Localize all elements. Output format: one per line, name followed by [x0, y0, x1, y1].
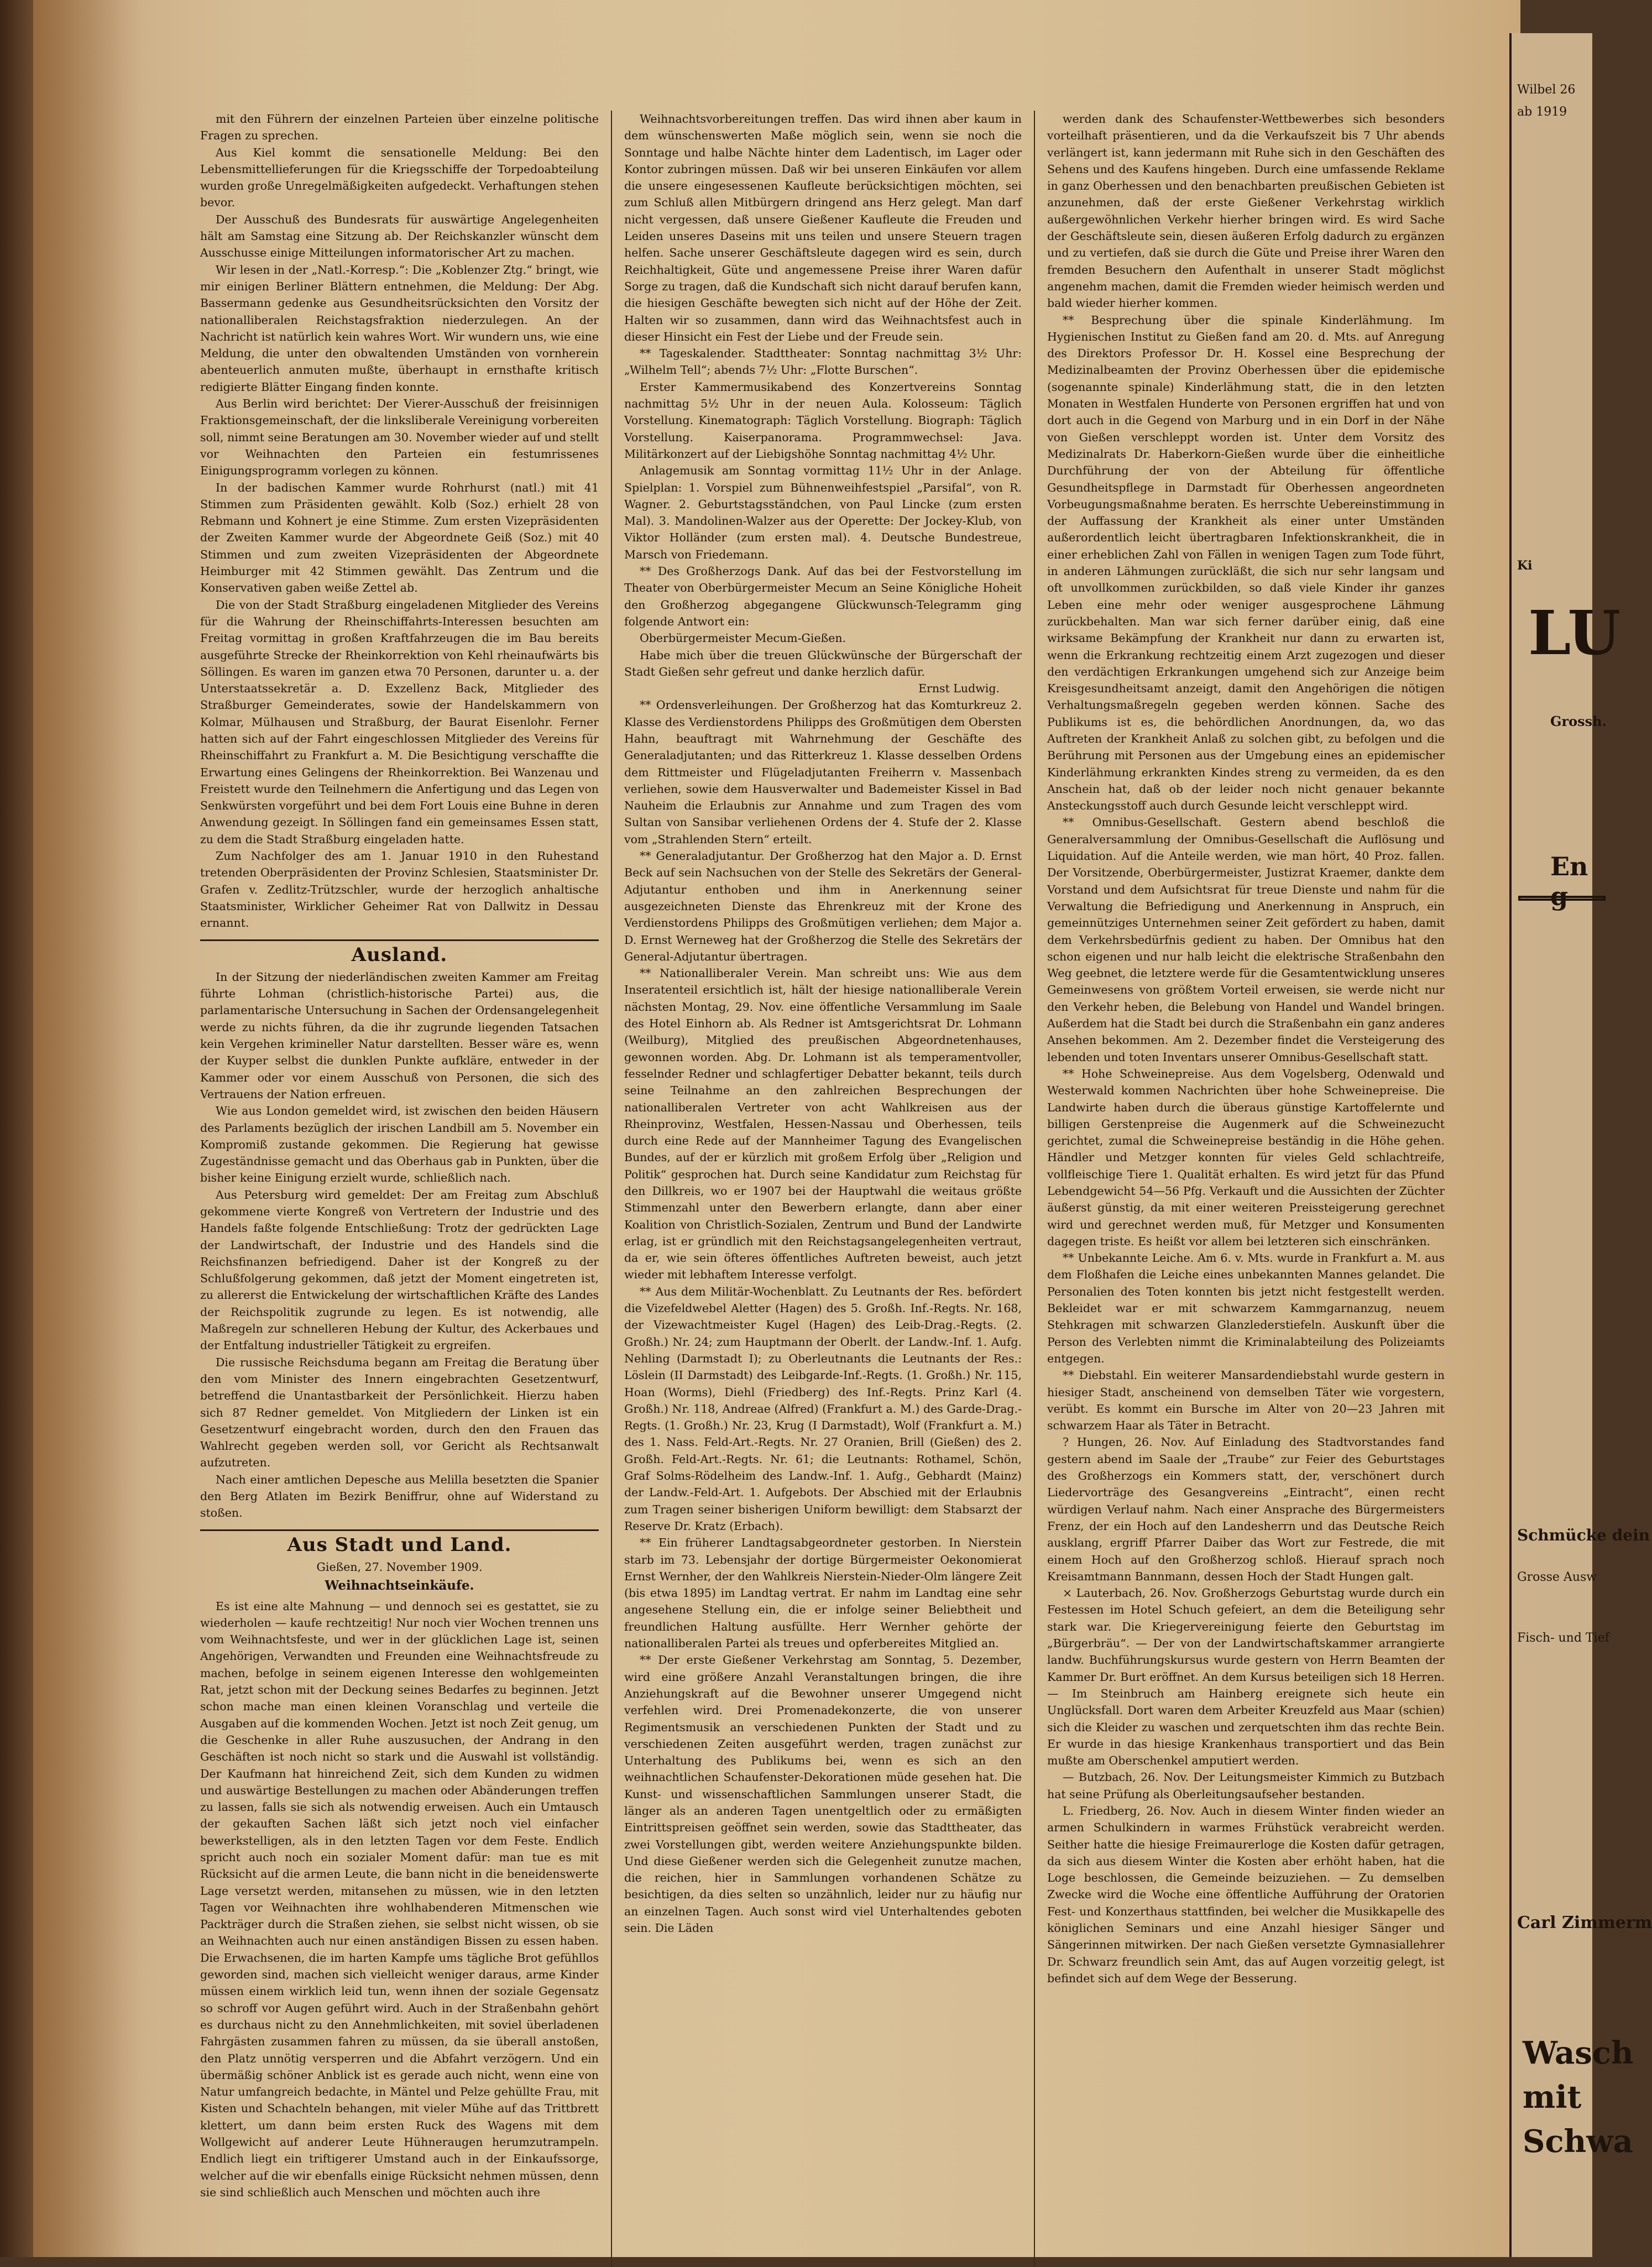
adjacent-page-text: Wilbel 26 — [1517, 83, 1576, 97]
section-divider — [200, 939, 599, 941]
article-subheading: Weihnachtseinkäufe. — [325, 1578, 474, 1594]
adjacent-page-text: Schwa — [1523, 2123, 1633, 2160]
book-binding — [0, 0, 33, 2257]
paragraph: ** Generaladjutantur. Der Großherzog hat den Major a. D. Ernst Beck auf sein Nachsuchen von der Stelle des Sekretärs der General-Adjutantur enthoben und ihm in Anerkennung seiner ausgezeichneten Dienste das Ehrenkreuz mit der Krone des Verdienstordens Philipps des Großmütigen verliehen; dem Major a. D. Ernst Werneweg hat der Großherzog die Stelle des Sekretärs der General-Adjutantur übertragen. — [624, 849, 1022, 963]
adjacent-page-edge — [1509, 33, 1652, 2257]
paragraph: Wir lesen in der „Natl.-Korresp.“: Die „Koblenzer Ztg.“ bringt, wie mir einigen Berliner Blättern entnehmen, die Meldung: Der Abg. Bassermann gedenke aus Gesundheitsrücksichten den Vorsitz der nationalliberalen Reichstagsfraktion niederzulegen. An der Nachricht ist natürlich kein wahres Wort. Wir wundern uns, wie eine Meldung, die unter den obwaltenden Umständen von vornherein abenteuerlich anmuten mußte, überhaupt in ernsthafte kritisch redigierte Blätter Eingang finden konnte. — [200, 263, 599, 394]
paragraph: Aus Kiel kommt die sensationelle Meldung: Bei den Lebensmittellieferungen für die Kriegsschiffe der Torpedoabteilung wurden große Unregelmäßigkeiten aufgedeckt. Verhaftungen stehen bevor. — [200, 145, 599, 210]
paragraph: ** Tageskalender. Stadttheater: Sonntag nachmittag 3½ Uhr: „Wilhelm Tell“; abends 7½ Uhr: „Flotte Burschen“. — [624, 347, 1022, 377]
paragraph: Weihnachtsvorbereitungen treffen. Das wird ihnen aber kaum in dem wünschenswerten Maße möglich sein, wenn sie noch die Sonntage und halbe Nächte hinter dem Ladentisch, im Lager oder Kontor zubringen müssen. Daß wir bei unseren Einkäufen vor allem die unsere eingesessenen Kaufleute berücksichtigen möchten, sei zum Schluß allen Mitbürgern dringend ans Herz gelegt. Man darf nicht vergessen, daß unsere Gießener Kaufleute die Freuden und Leiden unseres Daseins mit uns teilen und unsere Steuern tragen helfen. Sache unserer Geschäftsleute dagegen wird es sein, durch Reichhaltigkeit, Güte und angemessene Preise ihrer Waren dafür Sorge zu tragen, daß die Kundschaft sich nicht darauf berufen kann, die hiesigen Geschäfte bewegten sich nicht auf der Höhe der Zeit. Halten wir so zusammen, dann wird das Weihnachtsfest auch in dieser Hinsicht ein Fest der Liebe und der Freude sein. — [624, 112, 1022, 343]
paragraph: Die von der Stadt Straßburg eingeladenen Mitglieder des Vereins für die Wahrung der Rheinschiffahrts-Interessen besuchten am Freitag vormittag in großen Kraftfahrzeugen die im Bau bereits ausgeführte Strecke der Rheinkorrektion von Kehl rheinaufwärts bis Söllingen. Es waren im ganzen etwa 70 Personen, darunter u. a. der Unterstaatssekretär a. D. Exzellenz Back, Mitglieder des Straßburger Gemeinderates, sowie der Handelskammern von Kolmar, Mülhausen und Straßburg, der Baurat Eisenlohr. Ferner hatten sich auf der Fahrt eingeschlossen Mitglieder des Vereins für Rheinschiffahrt zu Frankfurt a. M. Die Besichtigung verschaffte die Erwartung eines Gelingens der Rheinkorrektion. Bei Wanzenau und Freistett wurde den Teilnehmern die Anfertigung und das Legen von Senkwürsten vorgeführt und bei dem Fort Louis eine Buhne in deren Anwendung gezeigt. In Söllingen fand ein gemeinsames Essen statt, zu dem die Stadt Straßburg eingeladen hatte. — [200, 598, 599, 846]
paragraph: Aus Petersburg wird gemeldet: Der am Freitag zum Abschluß gekommene vierte Kongreß von Vertretern der Industrie und des Handels faßte folgende Entschließung: Trotz der gedrückten Lage der Landwirtschaft, der Industrie und des Handels sind die Reichsfinanzen befriedigend. Daher ist der Kongreß zu der Schlußfolgerung gekommen, daß jetzt der Moment eingetreten ist, zu allererst die Entwickelung der wirtschaftlichen Kräfte des Landes der Reichspolitik zugrunde zu legen. Es ist notwendig, alle Maßregeln zur schnelleren Hebung der Kultur, des Ackerbaues und der Entfaltung industrieller Tätigkeit zu ergreifen. — [200, 1188, 599, 1352]
section-divider — [200, 1529, 599, 1531]
paragraph: mit den Führern der einzelnen Parteien über einzelne politische Fragen zu sprechen. — [200, 112, 599, 143]
adjacent-page-text: mit — [1523, 2079, 1582, 2115]
newspaper-page — [33, 0, 1520, 2257]
paragraph: In der Sitzung der niederländischen zweiten Kammer am Freitag führte Lohman (christlich-historische Partei) aus, die parlamentarische Untersuchung in Sachen der Ordensangelegenheit werde zu nichts führen, da die ihr zugrunde liegenden Tatsachen kein Vergehen krimineller Natur darstellten. Besser wäre es, wenn der Kuyper selbst die dunklen Punkte aufkläre, entweder in der Kammer oder vor einem Ausschuß von Personen, die sich des Vertrauens der Nation erfreuen. — [200, 970, 599, 1101]
paragraph: L. Friedberg, 26. Nov. Auch in diesem Winter finden wieder an armen Schulkindern in warmes Frühstück verabreicht werden. Seither hatte die hiesige Freimaurerloge die Kosten dafür getragen, da sich aus diesem Winter die Kosten aber erhöht haben, hat die Loge beschlossen, die Gemeinde beizuziehen. — Zu demselben Zwecke wird die Woche eine öffentliche Aufführung der Oratorien Fest- und Konzerthaus stattfinden, bei welcher die Musikkapelle des königlichen Seminars und eine Anzahl hiesiger Sänger und Sängerinnen mitwirken. Der nach Gießen versetzte Gymnasiallehrer Dr. Schwarz freundlich sein Amt, das auf Augen vorzeitig gelegt, ist befindet sich auf dem Wege der Besserung. — [1047, 1804, 1445, 1985]
paragraph: ** Ein früherer Landtagsabgeordneter gestorben. In Nierstein starb im 73. Lebensjahr der dortige Bürgermeister Oekonomierat Ernst Wernher, der den Wahlkreis Nierstein-Nieder-Olm längere Zeit (bis etwa 1895) im Landtag vertrat. Er nahm im Landtag eine sehr angesehene Stellung ein, die er infolge seiner Beliebtheit und freundlichen Haltung ausfüllte. Herr Wernher gehörte der nationalliberalen Partei als treues und opferbereites Mitglied an. — [624, 1536, 1022, 1650]
paragraph: Es ist eine alte Mahnung — und dennoch sei es gestattet, sie zu wiederholen — kaufe rechtzeitig! Nur noch vier Wochen trennen uns vom Weihnachtsfeste, und wer in der glücklichen Lage ist, seinen Angehörigen, Verwandten und Freunden eine Weihnachtsfreude zu machen, befolge in seinem eigenen Interesse den wohlgemeinten Rat, jetzt schon mit der Deckung seines Bedarfes zu beginnen. Jetzt schon mache man einen kleinen Voranschlag und verteile die Ausgaben auf die kommenden Wochen. Jetzt ist noch Zeit genug, um die Geschenke in aller Ruhe auszusuchen, der Andrang in den Geschäften ist noch nicht so stark und die Auswahl ist vollständig. Der Kaufmann hat hinreichend Zeit, sich dem Kunden zu widmen und auswärtige Bestellungen zu machen oder Abänderungen treffen zu lassen, falls sie sich als notwendig erweisen. Auch ein Umtausch der gekauften Sachen läßt sich jetzt noch viel einfacher bewerkstelligen, als in den letzten Tagen vor dem Feste. Endlich spricht auch noch ein sozialer Moment dafür: man tue es mit Rücksicht auf die armen Leute, die bann nicht in die beneidenswerte Lage versetzt werden, mitansehen zu müssen, wie in den letzten Tagen vor Weihnachten ihre wohlhabenderen Mitmenschen wie Packträger durch die Straßen ziehen, sie selbst nicht wissen, ob sie an Weihnachten auch nur einen anständigen Bissen zu essen haben. Die Erwachsenen, die im harten Kampfe ums tägliche Brot gefühllos geworden sind, machen sich vielleicht weniger daraus, arme Kinder müssen einem wirklich leid tun, wenn ihnen der soziale Gegensatz so schroff vor Augen geführt wird. Auch in der Straßenbahn gehört es durchaus nicht zu den Annehmlichkeiten, mit soviel überladenen Fahrgästen zusammen fahren zu müssen, da sie überall anstoßen, den Platz unnötig versperren und die Abfahrt verzögern. Und ein übermäßig schöner Anblick ist es gerade auch nicht, wenn eine von Natur umfangreich bedachte, in Mäntel und Pelze gehüllte Frau, mit Kisten und Schachteln behangen, mit vieler Mühe auf das Trittbrett klettert, um dann beim ersten Ruck des Wagens mit dem Wollgewicht auf anderer Leute Hühneraugen herumzutrampeln. Endlich liegt ein triftigerer Umstand auch in der Einkaufssorge, welcher auf die wir ebenfalls einige Rücksicht nehmen müssen, denn sie sind schließlich auch Menschen und möchten auch ihre — [200, 1599, 599, 2199]
paragraph: ** Der erste Gießener Verkehrstag am Sonntag, 5. Dezember, wird eine größere Anzahl Veranstaltungen bringen, die ihre Anziehungskraft auf die Bewohner unserer Umgegend nicht verfehlen wird. Drei Promenadekonzerte, die von unserer Regimentsmusik an verschiedenen Punkten der Stadt und zu verschiedenen Zeiten ausgeführt werden, tragen zunächst zur Unterhaltung des Publikums bei, wenn es sich an den weihnachtlichen Schaufenster-Dekorationen müde gesehen hat. Die Kunst- und wissenschaftlichen Sammlungen unserer Stadt, die länger als an anderen Tagen unentgeltlich oder zu ermäßigten Eintrittspreisen geöffnet sein werden, sowie das Stadttheater, das zwei Vorstellungen gibt, werden weitere Anziehungspunkte bilden. Und diese Gießener werden sich die Gelegenheit zunutze machen, die reichen, hier in Sammlungen vorhandenen Schätze zu besichtigen, da dies selten so unzähnlich, leider nur zu häufig nur an einzelnen Tagen. Auch sonst wird viel Unterhaltendes geboten sein. Die Läden — [624, 1653, 1022, 1935]
paragraph: In der badischen Kammer wurde Rohrhurst (natl.) mit 41 Stimmen zum Präsidenten gewählt. Kolb (Soz.) erhielt 28 von Rebmann und Kohnert je eine Stimme. Zum ersten Vizepräsidenten der Zweiten Kammer wurde der Abgeordnete Geiß (Soz.) mit 40 Stimmen und zum zweiten Vizepräsidenten der Abgeordnete Heimburger mit 42 Stimmen gewählt. Das Zentrum und die Konservativen gaben weiße Zettel ab. — [200, 480, 599, 595]
paragraph: Aus Berlin wird berichtet: Der Vierer-Ausschuß der freisinnigen Fraktionsgemeinschaft, der die linksliberale Vereinigung vorbereiten soll, nimmt seine Beratungen am 30. November wieder auf und stellt vor Weihnachten den Parteien ein festumrissenes Einigungsprogramm vorlegen zu können. — [200, 397, 599, 478]
paragraph: werden dank des Schaufenster-Wettbewerbes sich besonders vorteilhaft präsentieren, und da die Verkaufszeit bis 7 Uhr abends verlängert ist, kann jedermann mit Ruhe sich in den Geschäften des Sehens und des Kaufens hingeben. Durch eine umfassende Reklame in ganz Oberhessen und den benachbarten preußischen Gebieten ist anzunehmen, daß der erste Gießener Verkehrstag wirklich außergewöhnlichen Verkehr hierher bringen wird. Es wird Sache der Geschäftsleute sein, diesen äußeren Erfolg dadurch zu ergänzen und zu vertiefen, daß sie durch die Güte und Preise ihrer Waren den fremden Besuchern den Aufenthalt in unserer Stadt möglichst angenehm machen, damit die Fremden wieder heimisch werden und bald wieder hierher kommen. — [1047, 112, 1445, 310]
column-1 — [188, 111, 611, 2267]
adjacent-ad-headline: LU — [1528, 597, 1621, 668]
paragraph: ** Diebstahl. Ein weiterer Mansardendiebstahl wurde gestern in hiesiger Stadt, anscheinend von demselben Täter wie vorgestern, verübt. Es kommt ein Bursche im Alter von 20—23 Jahren mit schwarzem Haar als Täter in Betracht. — [1047, 1368, 1445, 1433]
paragraph: ** Ordensverleihungen. Der Großherzog hat das Komturkreuz 2. Klasse des Verdienstordens Philipps des Großmütigen dem Obersten Hahn, beauftragt mit Wahrnehmung der Geschäfte des Generaladjutanten; und das Ritterkreuz 1. Klasse desselben Ordens dem Rittmeister und Flügeladjutanten Freiherrn v. Massenbach verliehen, sowie dem Hausverwalter und Bademeister Kissel in Bad Nauheim die Erlaubnis zur Annahme und zum Tragen des vom Sultan von Sansibar verliehenen Ordens der 4. Stufe der 2. Klasse vom „Strahlenden Stern“ erteilt. — [624, 698, 1022, 846]
column-2 — [611, 111, 1034, 2267]
paragraph: Die russische Reichsduma begann am Freitag die Beratung über den vom Minister des Innern eingebrachten Gesetzentwurf, betreffend die Unantastbarkeit der Persönlichkeit. Hierzu haben sich 87 Redner gemeldet. Von Mitgliedern der Linken ist ein Gesetzentwurf eingebracht worden, durch den den Frauen das Wahlrecht gegeben werden soll, vor Gericht als Rechtsanwalt aufzutreten. — [200, 1355, 599, 1470]
paragraph: ** Omnibus-Gesellschaft. Gestern abend beschloß die Generalversammlung der Omnibus-Gesellschaft die Auflösung und Liquidation. Auf die Anteile werden, wie man hört, 40 Proz. fallen. Der Vorsitzende, Oberbürgermeister, Justizrat Kraemer, dankte dem Vorstand und dem Aufsichtsrat für treue Dienste und nahm für die Verwaltung die Befriedigung und Anerkennung in Anspruch, ein gemeinnütziges Unternehmen seiner Zeit gefördert zu haben, damit dem Verkehrsbedürfnis gedient zu haben. Der Omnibus hat den schon eigenen und nur halb leicht die elektrische Straßenbahn den Weg geebnet, die letztere werde für die Gesamtentwicklung unseres Gemeinwesens von größtem Vorteil erweisen, sie werde nicht nur den Verkehr heben, die Belebung von Handel und Wandel bringen. Außerdem hat die Stadt bei durch die Straßenbahn ein ganz anderes Ansehen bekommen. Am 2. Dezember findet die Versteigerung des lebenden und toten Inventars unserer Omnibus-Gesellschaft statt. — [1047, 816, 1445, 1064]
paragraph: Erster Kammermusikabend des Konzertvereins Sonntag nachmittag 5½ Uhr in der neuen Aula. Kolosseum: Täglich Vorstellung. Kinematograph: Täglich Vorstellung. Biograph: Täglich Vorstellung. Kaiserpanorama. Programmwechsel: Java. Militärkonzert auf der Liebigshöhe Sonntag nachmittag 4½ Uhr. — [624, 380, 1022, 461]
paragraph: ? Hungen, 26. Nov. Auf Einladung des Stadtvorstandes fand gestern abend im Saale der „Traube“ zur Feier des Geburtstages des Großherzogs ein Kommers statt, der, verschönert durch Liedervorträge des Gesangvereins „Eintracht“, einen recht würdigen Verlauf nahm. Nach einer Ansprache des Bürgermeisters Frenz, der ein Hoch auf den Landesherrn und das Deutsche Reich ausklang, ergriff Pfarrer Daiber das Wort zur Festrede, die mit einem Hoch auf den Großherzog schloß. Hierauf sprach noch Kreisamtmann Bannmann, dessen Hoch der Stadt Hungen galt. — [1047, 1435, 1445, 1583]
adjacent-page-text: Ki — [1517, 558, 1533, 573]
paragraph: ** Unbekannte Leiche. Am 6. v. Mts. wurde in Frankfurt a. M. aus dem Floßhafen die Leiche eines unbekannten Mannes gelandet. Die Personalien des Toten konnten bis jetzt nicht festgestellt werden. Bekleidet war er mit schwarzem Kammgarnanzug, neuem Stehkragen mit schwarzen Glanzlederstiefeln. Auskunft über die Person des Verlebten nimmt die Kriminalabteilung des Polizeiamts entgegen. — [1047, 1251, 1445, 1365]
paragraph: ** Besprechung über die spinale Kinderlähmung. Im Hygienischen Institut zu Gießen fand am 20. d. Mts. auf Anregung des Direktors Professor Dr. H. Kossel eine Besprechung der Medizinalbeamten der Provinz Oberhessen über die epidemische (sogenannte spinale) Kinderlähmung statt, die in den letzten Monaten in Westfalen Hunderte von Personen ergriffen hat und von dort auch in die Gegend von Marburg und in ein Dorf in der Nähe von Gießen verschleppt worden ist. Unter dem Vorsitz des Medizinalrats Dr. Haberkorn-Gießen wurde über die einheitliche Durchführung der von der Abteilung für öffentliche Gesundheitspflege in Darmstadt für Oberhessen angeordneten Vorbeugungsmaßnahme beraten. Es herrschte Uebereinstimmung in der Auffassung der Krankheit als einer unter Umständen außerordentlich leicht übertragbaren Infektionskrankheit, die in einer erheblichen Zahl von Fällen in wenigen Tagen zum Tode führt, in anderen Lähmungen zurückläßt, die sich nur sehr langsam und oft unvollkommen zurückbilden, so daß viele Kinder ihr ganzes Leben eine mehr oder weniger ausgesprochene Lähmung zurückbehalten. Man war sich ferner darüber einig, daß eine wirksame Bekämpfung der Krankheit nur dann zu erwarten ist, wenn die Erkrankung rechtzeitig einem Arzt zugezogen und dieser den verdächtigen Erkrankungen umgehend sich zur Anzeige beim Kreisgesundheitsamt anzeigt, damit den Angehörigen die nötigen Verhaltungsmaßregeln gegeben werden können. Sache des Publikums ist es, die behördlichen Anordnungen, da, wo das Auftreten der Krankheit Anlaß zu solchen gibt, zu befolgen und die Berührung mit Personen aus der Umgebung eines an epidemischer Kinderlähmung erkrankten Kindes streng zu vermeiden, da es den Anschein hat, daß ob der leider noch nicht genauer bekannte Ansteckungsstoff auch durch Gesunde leicht verschleppt wird. — [1047, 313, 1445, 813]
adjacent-page-text: Schmücke dein — [1517, 1526, 1650, 1544]
adjacent-page-text: Carl Zimmerm — [1517, 1913, 1652, 1932]
paragraph: Der Ausschuß des Bundesrats für auswärtige Angelegenheiten hält am Samstag eine Sitzung ab. Der Reichskanzler wünscht dem Ausschusse einige Mitteilungen informatorischer Art zu machen. — [200, 212, 599, 260]
section-heading-ausland: Ausland. — [351, 943, 448, 966]
paragraph: ** Aus dem Militär-Wochenblatt. Zu Leutnants der Res. befördert die Vizefeldwebel Aletter (Hagen) des 5. Großh. Inf.-Regts. Nr. 168, der Vizewachtmeister Kugel (Hagen) des Leib-Drag.-Regts. (2. Großh.) Nr. 24; zum Hauptmann der Oberlt. der Landw.-Inf. 1. Aufg. Nehling (Darmstadt I); zu Oberleutnants die Leutnants der Res.: Löslein (II Darmstadt) des Leibgarde-Inf.-Regts. (1. Großh.) Nr. 115, Hoan (Worms), Diehl (Friedberg) des Inf.-Regts. Prinz Karl (4. Großh.) Nr. 118, Andreae (Alfred) (Frankfurt a. M.) des Garde-Drag.-Regts. (1. Großh.) Nr. 23, Krug (I Darmstadt), Wolf (Frankfurt a. M.) des 1. Nass. Feld-Art.-Regts. Nr. 27 Oranien, Brill (Gießen) des 2. Großh. Feld-Art.-Regts. Nr. 61; die Leutnants: Rothamel, Schön, Graf Solms-Rödelheim des Landw.-Inf. 1. Aufg., Gebhardt (Mainz) der Landw.-Feld-Art. 1. Aufgebots. Der Abschied mit der Erlaubnis zum Tragen seiner bisherigen Uniform bewilligt: dem Stabsarzt der Reserve Dr. Kratz (Erbach). — [624, 1284, 1022, 1533]
paragraph: Habe mich über die treuen Glückwünsche der Bürgerschaft der Stadt Gießen sehr gefreut und danke herzlich dafür. — [624, 648, 1022, 678]
paragraph: Wie aus London gemeldet wird, ist zwischen den beiden Häusern des Parlaments bezüglich der irischen Landbill am 5. November ein Kompromiß zustande gekommen. Die Regierung hat gewisse Zugeständnisse gemacht und das Oberhaus gab in Punkten, über die bisher keine Einigung erzielt wurde, schließlich nach. — [200, 1104, 599, 1185]
paragraph: — Butzbach, 26. Nov. Der Leitungsmeister Kimmich zu Butzbach hat seine Prüfung als Oberleitungsaufseher bestanden. — [1047, 1770, 1445, 1801]
dateline: Gießen, 27. November 1909. — [316, 1560, 483, 1574]
article-columns — [188, 111, 1487, 2267]
adjacent-page-text: Grosse Ausw — [1517, 1570, 1597, 1584]
paragraph: Zum Nachfolger des am 1. Januar 1910 in den Ruhestand tretenden Oberpräsidenten der Provinz Schlesien, Staatsminister Dr. Grafen v. Zedlitz-Trützschler, wurde der herzoglich anhaltische Staatsminister, Wirklicher Geheimer Rat von Dallwitz in Dessau ernannt. — [200, 849, 599, 930]
paragraph: Nach einer amtlichen Depesche aus Melilla besetzten die Spanier den Berg Atlaten im Bezirk Beniffrur, ohne auf Widerstand zu stoßen. — [200, 1472, 599, 1520]
adjacent-page-text: ab 1919 — [1517, 105, 1567, 119]
paragraph: Oberbürgermeister Mecum-Gießen. — [640, 631, 846, 645]
paragraph: × Lauterbach, 26. Nov. Großherzogs Geburtstag wurde durch ein Festessen im Hotel Schuch gefeiert, an dem die Beteiligung sehr stark war. Die Kriegervereinigung feierte den Geburtstag im „Bürgerbräu“. — Der von der Landwirtschaftskammer arrangierte landw. Buchführungskursus wurde gestern von Herrn Beamten der Kammer Dr. Burt eröffnet. An dem Kursus beteiligen sich 18 Herren. — Im Steinbruch am Hainberg ereignete sich heute ein Unglücksfall. Dort waren dem Arbeiter Kreuzfeld aus Maar (schien) sich die Kleider zu waschen und zerquetschten ihm das rechte Bein. Er wurde in das hiesige Krankenhaus transportiert und das Bein mußte am Oberschenkel amputiert werden. — [1047, 1586, 1445, 1768]
adjacent-page-text: Grossh. — [1550, 713, 1607, 729]
paragraph: Anlagemusik am Sonntag vormittag 11½ Uhr in der Anlage. Spielplan: 1. Vorspiel zum Bühnenweihfestspiel „Parsifal“, von R. Wagner. 2. Geburtstagsständchen, von Paul Lincke (zum ersten Mal). 3. Mandolinen-Walzer aus der Operette: Der Jockey-Klub, von Viktor Holländer (zum ersten mal). 4. Deutsche Bundestreue, Marsch von Friedemann. — [624, 464, 1022, 561]
column-3 — [1034, 111, 1457, 2267]
paragraph: ** Nationalliberaler Verein. Man schreibt uns: Wie aus dem Inseratenteil ersichtlich ist, hält der hiesige nationalliberale Verein nächsten Montag, 29. Nov. eine öffentliche Versammlung im Saale des Hotel Einhorn ab. Als Redner ist Amtsgerichtsrat Dr. Lohmann (Weilburg), Mitglied des preußischen Abgeordnetenhauses, gewonnen worden. Abg. Dr. Lohmann ist als temperamentvoller, fesselnder Redner und schlagfertiger Debatter bekannt, teils durch seine Teilnahme an den zahlreichen Besprechungen der nationalliberalen Vertreter von acht Wahlkreisen aus der Rheinprovinz, Westfalen, Hessen-Nassau und Oberhessen, teils durch eine Rede auf der Mannheimer Tagung des Evangelischen Bundes, auf der er kürzlich mit großem Erfolg über „Religion und Politik“ gesprochen hat. Durch seine Kandidatur zum Reichstag für den Dillkreis, wo er 1907 bei der Hauptwahl die weitaus größte Stimmenzahl unter den Bewerbern erlangte, dann aber einer Koalition von Christlich-Sozialen, Zentrum und Bund der Landwirte erlag, ist er gründlich mit den Reichstagsangelegenheiten vertraut, da er, wie sein öfteres öffentliches Auftreten beweist, auch jetzt wieder mit lebhaftem Interesse verfolgt. — [624, 967, 1022, 1282]
signature: Ernst Ludwig. — [918, 682, 1000, 696]
adjacent-page-text: Fisch- und Tief — [1517, 1631, 1609, 1645]
adjacent-page-text: En g — [1550, 852, 1588, 911]
section-heading-local: Aus Stadt und Land. — [287, 1533, 512, 1556]
paragraph: ** Des Großherzogs Dank. Auf das bei der Festvorstellung im Theater von Oberbürgermeister Mecum an Seine Königliche Hoheit den Großherzog abgegangene Glückwunsch-Telegramm ging folgende Antwort ein: — [624, 565, 1022, 628]
adjacent-page-text: Wasch — [1523, 2035, 1634, 2071]
paragraph: ** Hohe Schweinepreise. Aus dem Vogelsberg, Odenwald und Westerwald kommen Nachrichten über hohe Schweinepreise. Die Landwirte haben durch die überaus günstige Kartoffelernte und billigen Gerstenpreise die Augenmerk auf die Schweinezucht gerichtet, zumal die Schweinepreise beständig in die Höhe gehen. Händler und Metzger konnten für vieles Geld schlachtreife, vollfleischige Tiere 1. Qualität erhalten. Es wird jetzt für das Pfund Lebendgewicht 54—56 Pfg. Verkauft und die Aussichten der Züchter äußerst günstig, da mit einer weiteren Preissteigerung gerechnet wird und gerechnet werden muß, für Metzger und Konsumenten dagegen triste. Es heißt vor allem bei letzteren sich einschränken. — [1047, 1067, 1445, 1248]
